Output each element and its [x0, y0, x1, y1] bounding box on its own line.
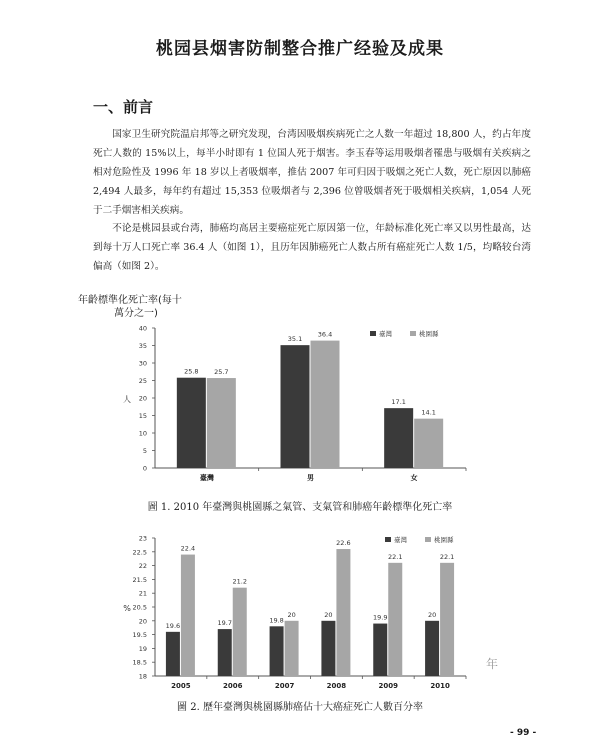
chart1-legend-label: 臺灣 — [379, 330, 392, 338]
chart1-x-tick-label: 臺灣 — [199, 474, 214, 482]
chart1-y-tick-label: 5 — [142, 447, 147, 455]
figure1-ylabel-line2: 萬分之一) — [114, 308, 158, 319]
chart2-bar-taoyuan — [388, 563, 402, 676]
section-heading: 一、前言 — [93, 98, 154, 116]
chart2-data-label: 22.1 — [439, 552, 455, 561]
chart2-bar-taiwan — [321, 621, 335, 676]
chart1-x-tick-label: 女 — [410, 474, 418, 482]
chart1-bar-taoyuan — [207, 378, 236, 468]
chart2-data-label: 20 — [324, 610, 333, 619]
chart2-bar-taoyuan — [440, 563, 454, 676]
chart2-legend-swatch — [425, 537, 431, 542]
chart1-y-tick-label: 15 — [138, 412, 147, 420]
chart1-y-tick-label: 10 — [138, 429, 147, 438]
chart2-data-label: 21.2 — [232, 577, 247, 586]
chart2-data-label: 19.6 — [165, 621, 181, 630]
chart1-x-tick-label: 男 — [307, 474, 314, 482]
chart2-bar-taoyuan — [233, 588, 247, 676]
chart2-x-tick-label: 2006 — [223, 682, 243, 690]
chart1-data-label: 36.4 — [317, 330, 333, 339]
chart1-legend-label: 桃園縣 — [419, 330, 439, 338]
chart2-data-label: 22.6 — [336, 539, 351, 548]
chart2-bar-taoyuan — [336, 549, 350, 676]
chart2-y-tick-label: 20 — [138, 617, 147, 626]
chart2-legend-swatch — [385, 537, 391, 542]
chart1-data-label: 17.1 — [391, 398, 406, 407]
chart1-bar-taoyuan — [311, 341, 340, 468]
chart2-data-label: 22.1 — [388, 552, 403, 561]
chart2-x-tick-label: 2008 — [326, 682, 347, 690]
chart2-bar-taiwan — [270, 626, 284, 676]
chart2-y-tick-label: 22.5 — [132, 548, 147, 557]
chart1-y-tick-label: 40 — [138, 324, 147, 333]
chart2-y-tick-label: 20.5 — [132, 603, 147, 612]
chart1-data-label: 25.8 — [184, 367, 199, 376]
chart2-x-tick-label: 2007 — [274, 682, 295, 690]
chart2-y-tick-label: 18.5 — [132, 658, 147, 667]
chart2-y-tick-label: 18 — [138, 672, 147, 681]
chart2-y-tick-label: 22 — [138, 562, 147, 571]
chart2-x-tick-label: 2010 — [430, 682, 450, 690]
chart1-bar-taiwan — [281, 345, 310, 468]
chart2-legend-label: 臺灣 — [394, 536, 407, 544]
chart1-bar-taiwan — [177, 378, 206, 468]
chart1-data-label: 25.7 — [214, 368, 229, 377]
chart1-y-tick-label: 20 — [138, 394, 147, 403]
paragraph-2: 不论是桃园县或台湾，肺癌均高居主要癌症死亡原因第一位，年龄标准化死亡率又以男性最高，达到每十万人口死亡率 36.4 人（如图 1），且历年因肺癌死亡人数占所有癌症死亡人数 1/5，均略较台湾偏高（如图 2）。 — [93, 223, 531, 272]
chart2-data-label: 19.8 — [269, 616, 284, 625]
chart2-bar-taoyuan — [285, 621, 299, 676]
figure2-chart — [100, 530, 480, 692]
page-number: - 99 - — [510, 728, 537, 738]
chart2-bar-taiwan — [425, 621, 439, 676]
chart1-data-label: 14.1 — [421, 408, 436, 417]
document-title: 桃园县烟害防制整合推广经验及成果 — [156, 39, 444, 59]
chart2-y-tick-label: 21.5 — [132, 575, 147, 584]
chart1-legend-swatch — [410, 331, 416, 336]
chart2-legend-label: 桃園縣 — [434, 536, 454, 544]
chart2-y-tick-label: 23 — [138, 534, 147, 543]
side-character: 年 — [486, 657, 499, 671]
chart2-data-label: 19.7 — [217, 619, 232, 628]
chart1-side-label: 人 — [123, 395, 131, 404]
figure1-ylabel-line1: 年齡標準化死亡率(每十 — [78, 295, 182, 306]
chart1-legend-swatch — [370, 331, 376, 336]
chart1-y-tick-label: 35 — [138, 342, 147, 350]
chart1-data-label: 35.1 — [287, 335, 303, 344]
chart1-bar-taoyuan — [414, 419, 443, 468]
chart2-bar-taiwan — [218, 629, 232, 676]
chart1-y-tick-label: 0 — [142, 464, 147, 473]
chart2-bar-taoyuan — [181, 555, 195, 676]
figure1-caption: 圖 1. 2010 年臺灣與桃園縣之氣管、支氣管和肺癌年齡標準化死亡率 — [147, 502, 453, 513]
chart1-bar-taiwan — [384, 408, 413, 468]
chart2-side-label: % — [123, 604, 131, 613]
chart2-data-label: 20 — [287, 610, 296, 619]
chart2-y-tick-label: 19.5 — [132, 631, 147, 640]
figure2-caption: 圖 2. 歷年臺灣與桃園縣肺癌佔十大癌症死亡人數百分率 — [177, 702, 423, 713]
chart1-y-tick-label: 25 — [138, 377, 147, 385]
chart2-data-label: 19.9 — [373, 613, 388, 622]
chart2-x-tick-label: 2009 — [378, 682, 398, 690]
chart2-bar-taiwan — [373, 624, 387, 676]
chart2-data-label: 22.4 — [180, 544, 196, 553]
chart2-y-tick-label: 21 — [138, 589, 147, 598]
chart2-x-tick-label: 2005 — [171, 682, 191, 690]
figure1-chart — [100, 320, 480, 492]
chart1-y-tick-label: 30 — [138, 359, 147, 368]
chart2-y-tick-label: 19 — [138, 644, 147, 653]
paragraph-1: 国家卫生研究院温启邦等之研究发现，台湾因吸烟疾病死亡之人数一年超过 18,800 人，约占年度死亡人数的 15%以上，每半小时即有 1 位国人死于烟害。李玉春等运用吸烟者罹患与吸烟有关疾病之相对危险性及 1996 年 18 岁以上者吸烟率，推估 2007 年可归因于吸烟之死亡人数，死亡原因以肺癌 2,494 人最多，每年约有超过 15,353 位吸烟者与 2,396 位曾吸烟者死于吸烟相关疾病，1,054 人死于二手烟害相关疾病。 — [93, 129, 531, 216]
figure1-ylabel — [78, 294, 182, 320]
chart2-data-label: 20 — [427, 610, 437, 619]
chart2-bar-taiwan — [166, 632, 180, 676]
